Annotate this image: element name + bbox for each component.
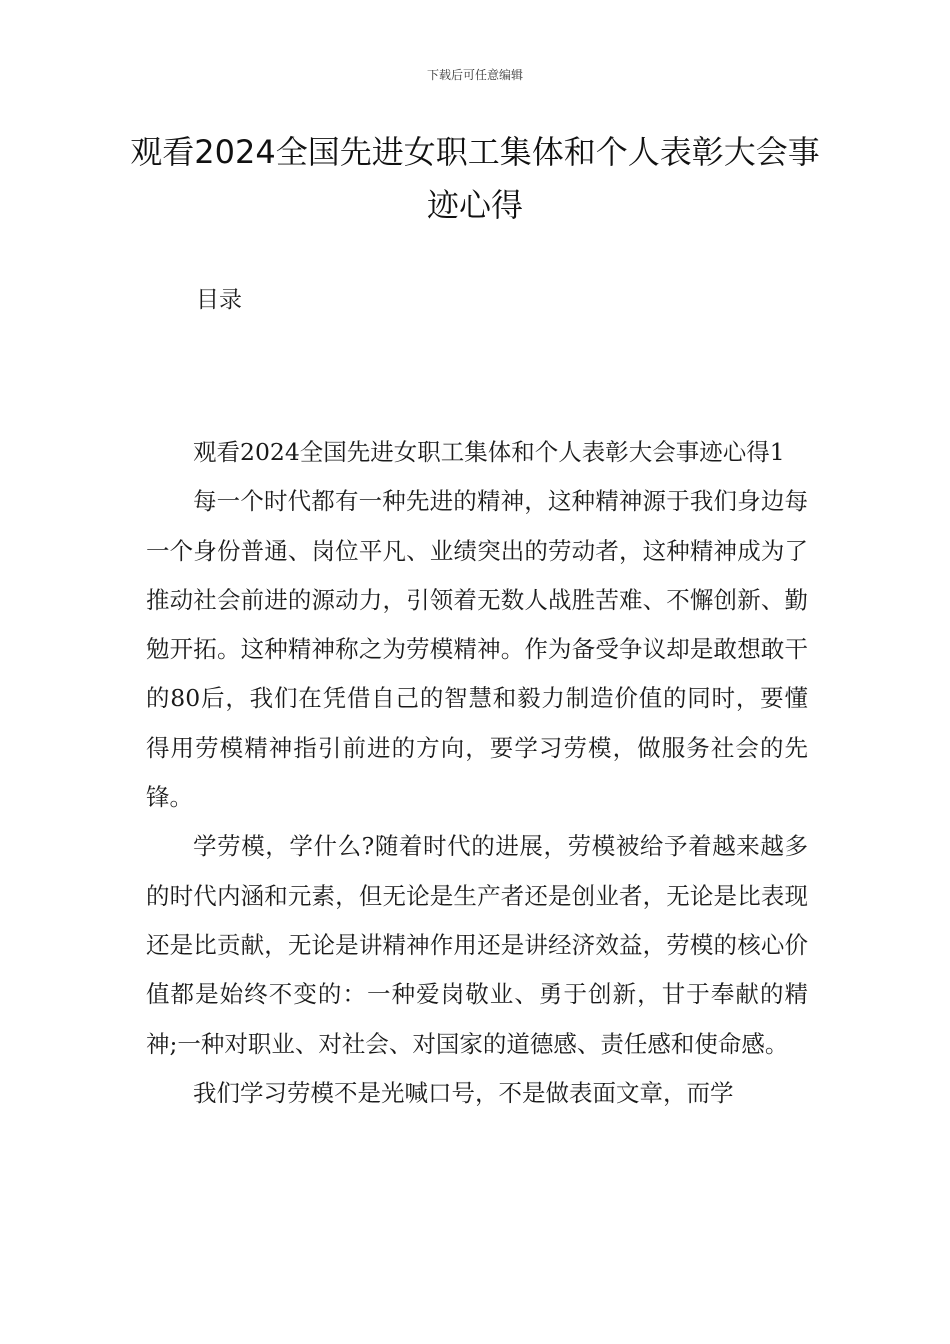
paragraph: 学劳模，学什么?随着时代的进展，劳模被给予着越来越多的时代内涵和元素，但无论是生产者还是创业者，无论是比表现还是比贡献，无论是讲精神作用还是讲经济效益，劳模的核心价值都是始终不变的：一种爱岗敬业、勇于创新，甘于奉献的精神;一种对职业、对社会、对国家的道德感、责任感和使命感。 [146,832,808,1058]
document-body [146,428,808,1118]
toc-label: 目录 [196,287,242,313]
paragraph: 每一个时代都有一种先进的精神，这种精神源于我们身边每一个身份普通、岗位平凡、业绩突出的劳动者，这种精神成为了推动社会前进的源动力，引领着无数人战胜苦难、不懈创新、勤勉开拓。这种精神称之为劳模精神。作为备受争议却是敢想敢干的80后，我们在凭借自己的智慧和毅力制造价值的同时，要懂得用劳模精神指引前进的方向，要学习劳模，做服务社会的先锋。 [146,487,808,812]
paragraph: 观看2024全国先进女职工集体和个人表彰大会事迹心得1 [193,438,785,466]
paragraph: 我们学习劳模不是光喊口号，不是做表面文章，而学 [193,1078,734,1107]
document-title: 观看2024全国先进女职工集体和个人表彰大会事迹心得 [130,133,820,224]
header-note: 下载后可任意编辑 [426,68,523,82]
